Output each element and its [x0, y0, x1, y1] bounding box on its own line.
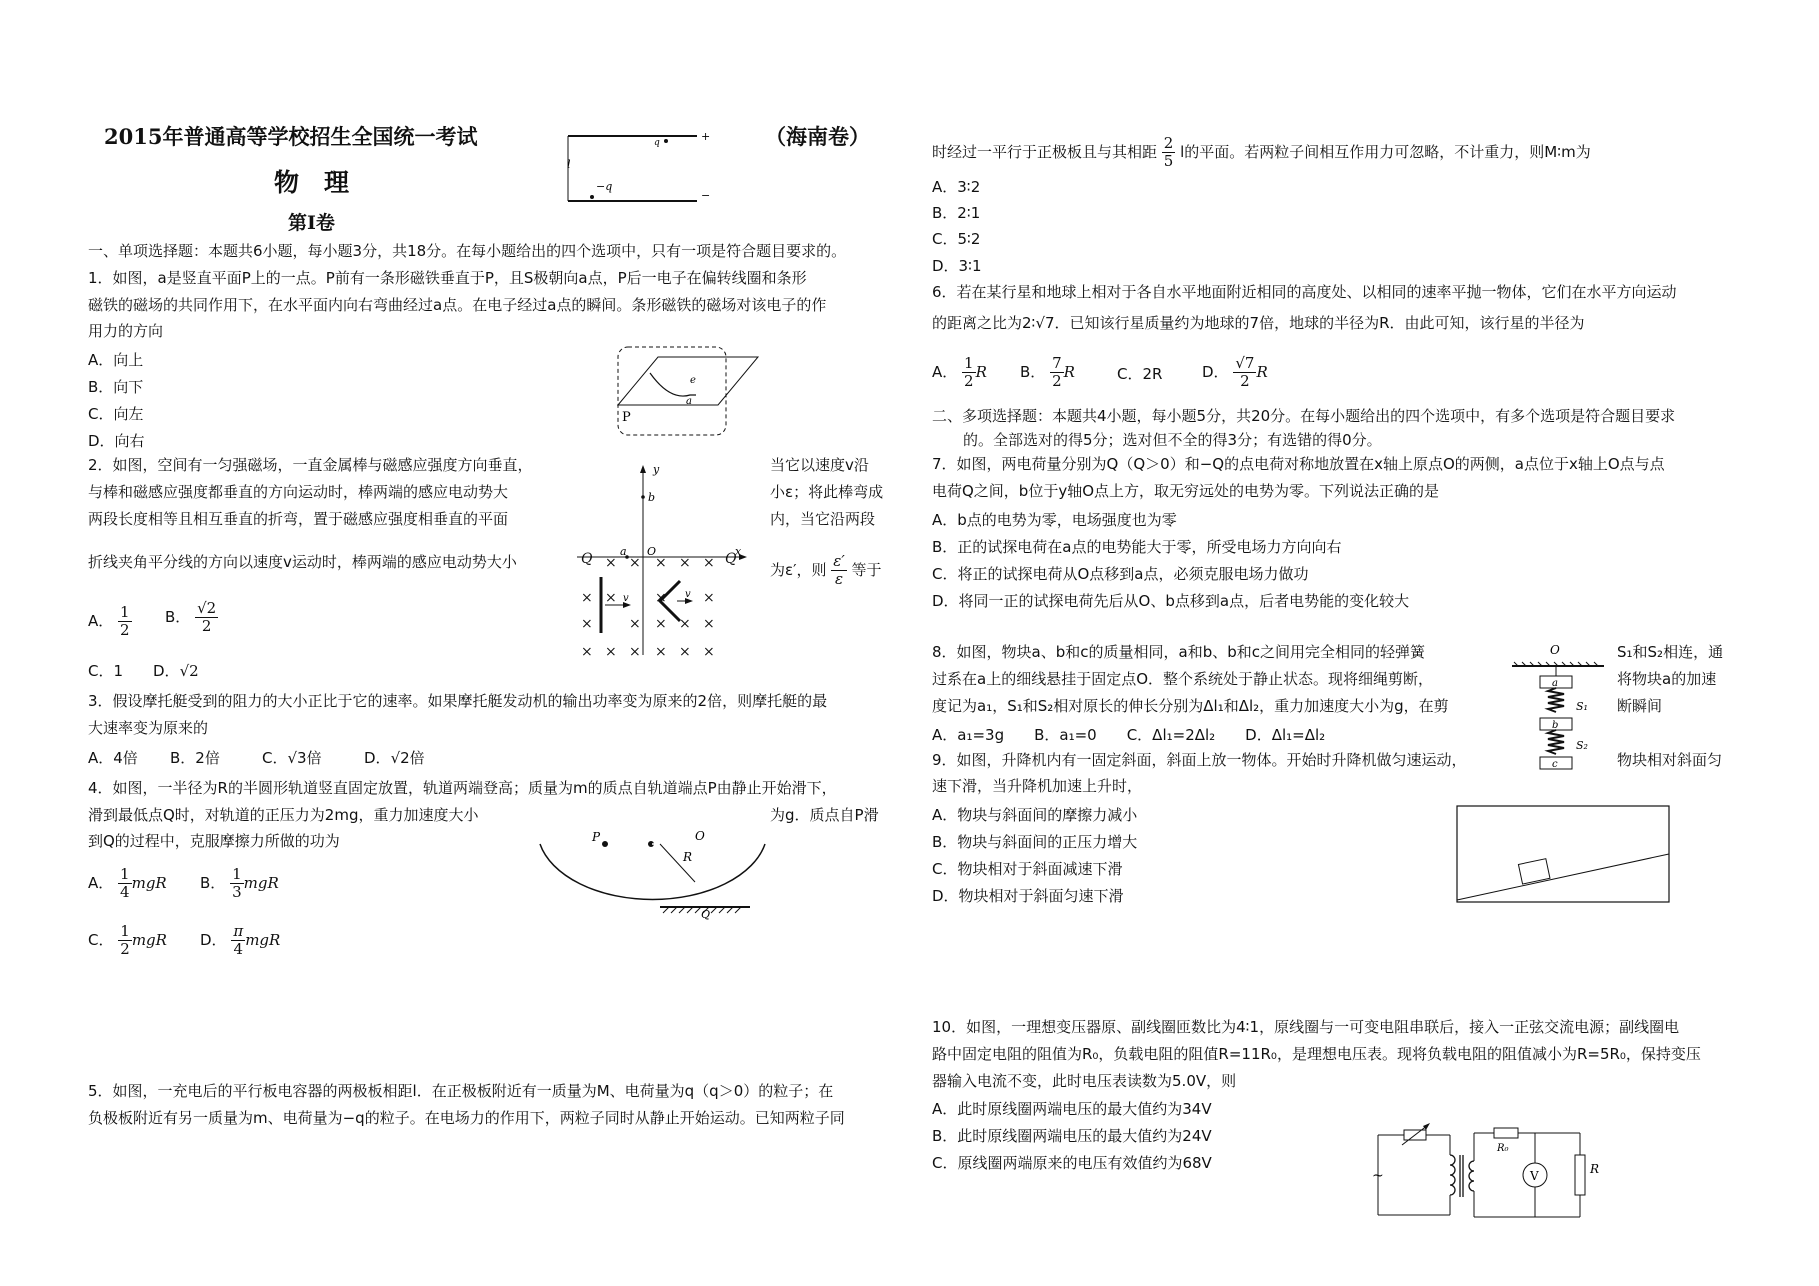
q3-option-c: C．√3倍 [262, 749, 322, 767]
y-axis-label: y [653, 463, 660, 476]
q2-line4-right: 为ε′，则 $\frac{\varepsilon'}{\varepsilon}$ 等于 [770, 552, 882, 588]
svg-text:×: × [703, 590, 715, 606]
q8-options: A．a₁=3g B．a₁=0 C．Δl₁=2Δl₂ D．Δl₁=Δl₂ [932, 726, 1326, 744]
q8-line2-right: 将物块a的加速 [1617, 670, 1717, 688]
q7-line2: 电荷Q之间，b位于y轴O点上方，取无穷远处的电势为零。下列说法正确的是 [932, 482, 1440, 500]
r0-label: R₀ [1497, 1143, 1509, 1154]
svg-text:×: × [629, 616, 641, 632]
q4-line1: 4．如图，一半径为R的半圆形轨道竖直固定放置，轨道两端登高；质量为m的质点自轨道端点P由静止开始滑下， [88, 779, 837, 797]
point-b-label: b [648, 491, 656, 504]
velocity-v-label: v [623, 593, 629, 604]
semicircle-track-figure [535, 826, 775, 921]
block-a-label: a [1552, 678, 1558, 689]
svg-text:×: × [703, 555, 715, 571]
point-q-label: Q [701, 908, 711, 921]
capacitor-figure [562, 128, 712, 208]
q2-line3: 两段长度相等且相互垂直的折弯，置于磁感应强度相垂直的平面 [88, 510, 509, 528]
q10-option-b: B．此时原线圈两端电压的最大值约为24V [932, 1127, 1212, 1145]
q5-option-a: A．3∶2 [932, 178, 981, 196]
block-c-label: c [1552, 759, 1558, 770]
svg-text:Q: Q [581, 551, 593, 567]
q5-option-d: D．3∶1 [932, 257, 982, 275]
svg-text:×: × [655, 644, 667, 660]
section2-heading-line1: 二、多项选择题：本题共4小题，每小题5分，共20分。在每小题给出的四个选项中，有多个选项是符合题目要求 [932, 407, 1676, 425]
q2-option-d: D．√2 [153, 662, 199, 680]
q4-option-d: D． $\frac{\pi}{4}$ mgR [200, 922, 281, 958]
q2-line3-right: 内，当它沿两段 [770, 510, 876, 528]
exam-title: 2015年普通高等学校招生全国统一考试 [104, 124, 478, 149]
q1-option-a: A．向上 [88, 351, 144, 369]
q4-line3: 到Q的过程中，克服摩擦力所做的功为 [88, 832, 340, 850]
spring-s1-label: S₁ [1576, 700, 1588, 713]
magnetic-field-figure [575, 465, 755, 665]
q3-option-a: A．4倍 [88, 749, 138, 767]
q3-line2: 大速率变为原来的 [88, 719, 209, 737]
q1-option-c: C．向左 [88, 405, 144, 423]
svg-text:×: × [679, 616, 691, 632]
transformer-circuit-figure [1370, 1125, 1600, 1225]
svg-text:×: × [655, 590, 667, 606]
svg-text:×: × [581, 644, 593, 660]
volume-title: 第I卷 [288, 212, 335, 234]
load-r-label: R [1590, 1162, 1600, 1176]
spring-blocks-figure [1510, 642, 1610, 782]
q6-option-a: A． $\frac{1}{2}$ R [932, 354, 987, 390]
q4-line2-right: 为g．质点自P滑 [770, 806, 879, 824]
q9-option-c: C．物块相对于斜面减速下滑 [932, 860, 1123, 878]
minus-label: − [701, 189, 711, 202]
epsilon-ratio-fraction: $\frac{\varepsilon'}{\varepsilon}$ [833, 552, 845, 588]
svg-text:×: × [655, 616, 667, 632]
q9-line1-right: 物块相对斜面匀 [1617, 751, 1723, 769]
svg-text:×: × [703, 616, 715, 632]
svg-text:×: × [679, 555, 691, 571]
q2-option-c: C．1 [88, 662, 124, 680]
center-o-label: O [695, 829, 705, 843]
radius-r-label: R [683, 850, 693, 864]
q3-line1: 3．假设摩托艇受到的阻力的大小正比于它的速率。如果摩托艇发动机的输出功率变为原来的2倍，则摩托艇的最 [88, 692, 828, 710]
svg-text:×: × [605, 590, 617, 606]
q7-line1: 7．如图，两电荷量分别为Q（Q＞0）和−Q的点电荷对称地放置在x轴上原点O的两侧，a点位于x轴上O点与点 [932, 455, 1665, 473]
q4-line2: 滑到最低点Q时，对轨道的正压力为2mg，重力加速度大小 [88, 806, 479, 824]
section2-heading-line2: 的。全部选对的得5分；选对但不全的得3分；有选错的得0分。 [963, 431, 1382, 449]
svg-text:×: × [605, 644, 617, 660]
q9-option-b: B．物块与斜面间的正压力增大 [932, 833, 1138, 851]
q6-option-c: C．2R [1117, 365, 1163, 383]
point-p-label: P [592, 830, 601, 844]
svg-text:×: × [605, 555, 617, 571]
q1-line2: 磁铁的磁场的共同作用下，在水平面内向右弯曲经过a点。在电子经过a点的瞬间。条形磁铁的磁场对该电子的作 [88, 296, 827, 314]
distance-l-label: l [567, 158, 571, 171]
q10-line3: 器输入电流不变，此时电压表读数为5.0V，则 [932, 1072, 1237, 1090]
q5-line1: 5．如图，一充电后的平行板电容器的两极板相距l．在正极板附近有一质量为M、电荷量为q（q＞0）的粒子；在 [88, 1082, 834, 1100]
spring-s2-label: S₂ [1576, 739, 1588, 752]
svg-text:×: × [655, 555, 667, 571]
elevator-incline-figure [1455, 804, 1685, 904]
q9-option-a: A．物块与斜面间的摩擦力减小 [932, 806, 1138, 824]
q2-line2: 与棒和磁感应强度都垂直的方向运动时，棒两端的感应电动势大 [88, 483, 509, 501]
q1-line3: 用力的方向 [88, 322, 164, 340]
q2-line2-right: 小ε；将此棒弯成 [770, 483, 884, 501]
q4-option-b: B． $\frac{1}{3}$ mgR [200, 865, 279, 901]
block-b-label: b [1552, 720, 1559, 731]
q6-option-b: B． $\frac{7}{2}$ R [1020, 354, 1075, 390]
svg-text:×: × [679, 644, 691, 660]
q3-option-b: B．2倍 [170, 749, 220, 767]
q6-line1: 6．若在某行星和地球上相对于各自水平地面附近相同的高度处、以相同的速率平抛一物体，它们在水平方向运动 [932, 283, 1677, 301]
q1-option-b: B．向下 [88, 378, 144, 396]
q10-option-c: C．原线圈两端原来的电压有效值约为68V [932, 1154, 1212, 1172]
q1-line1: 1．如图，a是竖直平面P上的一点。P前有一条形磁铁垂直于P，且S极朝向a点，P后一电子在偏转线圈和条形 [88, 269, 807, 287]
q4-option-c: C． $\frac{1}{2}$ mgR [88, 922, 167, 958]
q2-option-a: A． $\frac{1}{2}$ [88, 603, 130, 639]
q8-line3-right: 断瞬间 [1617, 697, 1663, 715]
q2-line4: 折线夹角平分线的方向以速度v运动时，棒两端的感应电动势大小 [88, 553, 517, 571]
magnet-plane-figure [610, 343, 770, 443]
svg-text:Q: Q [725, 551, 737, 567]
svg-text:×: × [581, 616, 593, 632]
q1-option-d: D．向右 [88, 432, 145, 450]
point-a-label: a [686, 396, 692, 407]
q7-option-c: C．将正的试探电荷从O点移到a点，必须克服电场力做功 [932, 565, 1309, 583]
q8-line2: 过系在a上的细线悬挂于固定点O．整个系统处于静止状态。现将细绳剪断， [932, 670, 1434, 688]
plane-p-label: P [622, 410, 631, 425]
q6-option-d: D． $\frac{√7}{2}$ R [1202, 354, 1268, 390]
q10-line1: 10．如图，一理想变压器原、副线圈匝数比为4∶1，原线圈与一可变电阻串联后，接入一正弦交流电源；副线圈电 [932, 1018, 1680, 1036]
q5-line2: 负极板附近有另一质量为m、电荷量为−q的粒子。在电场力的作用下，两粒子同时从静止开始运动。已知两粒子同 [88, 1109, 845, 1127]
svg-text:×: × [703, 644, 715, 660]
voltmeter-label: V [1530, 1169, 1539, 1183]
svg-text:×: × [629, 555, 641, 571]
electron-label: e [690, 375, 696, 386]
q5-option-b: B．2∶1 [932, 204, 981, 222]
q4-option-a: A． $\frac{1}{4}$ mgR [88, 865, 167, 901]
q3-option-d: D．√2倍 [364, 749, 425, 767]
q5-option-c: C．5∶2 [932, 230, 981, 248]
q9-line2: 速下滑，当升降机加速上升时， [932, 777, 1143, 795]
svg-text:v: v [685, 589, 691, 600]
q5-continued-line: 时经过一平行于正极板且与其相距 $\frac{2}{5}$ l的平面。若两粒子间相互作用力可忽略，不计重力，则M∶m为 [932, 134, 1591, 170]
q9-line1: 9．如图，升降机内有一固定斜面，斜面上放一物体。开始时升降机做匀速运动， [932, 751, 1467, 769]
svg-text:×: × [581, 590, 593, 606]
q2-line1: 2．如图，空间有一匀强磁场，一直金属棒与磁感应强度方向垂直， [88, 456, 533, 474]
q6-line2: 的距离之比为2∶√7．已知该行星质量约为地球的7倍，地球的半径为R．由此可知，该行星的半径为 [932, 314, 1585, 332]
q7-option-b: B．正的试探电荷在a点的电势能大于零，所受电场力方向向右 [932, 538, 1342, 556]
subject-title: 物 理 [274, 168, 350, 197]
plus-label: + [701, 130, 711, 143]
q2-line1-right: 当它以速度v沿 [770, 456, 869, 474]
q2-option-b: B． $\frac{√2}{2}$ [165, 599, 217, 635]
q7-option-a: A．b点的电势为零，电场强度也为零 [932, 511, 1177, 529]
x-axis-label: x [735, 545, 742, 558]
fixed-point-o-label: O [1550, 643, 1560, 657]
charge-negq-label: −q [596, 180, 613, 193]
section1-heading: 一、单项选择题：本题共6小题，每小题3分，共18分。在每小题给出的四个选项中，只有一项是符合题目要求的。 [88, 242, 847, 260]
point-a-label: a [620, 545, 627, 558]
exam-region: （海南卷） [765, 124, 870, 149]
q10-line2: 路中固定电阻的阻值为R₀，负载电阻的阻值R=11R₀，是理想电压表。现将负载电阻的阻值减小为R=5R₀，保持变压 [932, 1045, 1701, 1063]
q8-line1: 8．如图，物块a、b和c的质量相同，a和b、b和c之间用完全相同的轻弹簧 [932, 643, 1425, 661]
svg-text:~: ~ [1372, 1168, 1384, 1184]
q9-option-d: D．物块相对于斜面匀速下滑 [932, 887, 1124, 905]
origin-label: O [647, 545, 657, 558]
svg-text:×: × [629, 644, 641, 660]
q7-option-d: D．将同一正的试探电荷先后从O、b点移到a点，后者电势能的变化较大 [932, 592, 1410, 610]
q8-line1-right: S₁和S₂相连，通 [1617, 643, 1724, 661]
q8-line3: 度记为a₁，S₁和S₂相对原长的伸长分别为Δl₁和Δl₂，重力加速度大小为g，在剪 [932, 697, 1449, 715]
charge-q-label: q [654, 138, 660, 148]
q10-option-a: A．此时原线圈两端电压的最大值约为34V [932, 1100, 1212, 1118]
